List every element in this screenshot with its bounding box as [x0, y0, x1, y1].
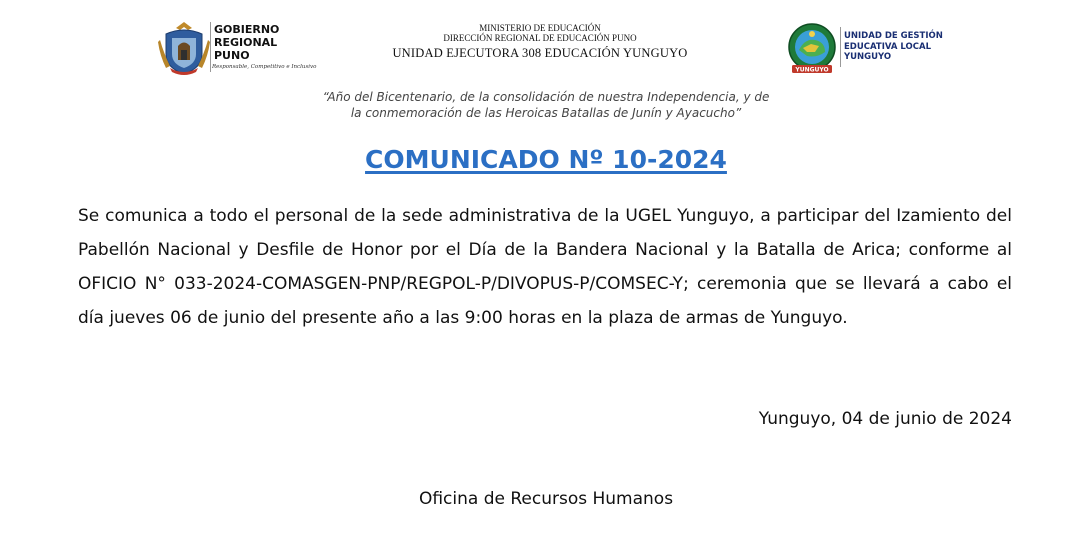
year-phrase-line-1: “Año del Bicentenario, de la consolidación de nuestra Independencia, y de [322, 90, 770, 104]
ugel-line-2: EDUCATIVA LOCAL [844, 41, 931, 52]
gobierno-motto: Responsable, Competitivo e Inclusivo [212, 64, 317, 70]
communique-title-wrapper [200, 144, 892, 176]
executing-unit-line: UNIDAD EJECUTORA 308 EDUCACIÓN YUNGUYO [392, 46, 688, 60]
ugel-line-3: YUNGUYO [844, 52, 892, 62]
gobierno-regional-name [214, 23, 279, 62]
communique-body: Se comunica a todo el personal de la sede administrativa de la UGEL Yunguyo, a participar del Izamiento del Pabellón Nacional y Desfile de Honor por el Día de la Bandera Nacional y la Batalla de Arica; conforme al OFICIO N° 033-2024-COMASGEN-PNP/REGPOL-P/DIVOPUS-P/COMSEC-Y; ceremonia que se llevará a cabo el día jueves 06 de junio del presente año a las 9:00 horas en la plaza de armas de Yunguyo. [78, 206, 1012, 328]
gobierno-line-2: REGIONAL [214, 36, 278, 49]
direction-line: DIRECCIÓN REGIONAL DE EDUCACIÓN PUNO [443, 33, 637, 43]
gobierno-regional-puno-logo-icon [158, 20, 210, 76]
right-header-divider [840, 27, 841, 67]
year-phrase [200, 89, 892, 121]
left-header-divider [210, 22, 211, 72]
communique-title: COMUNICADO Nº 10-2024 [365, 145, 727, 174]
gobierno-line-3: PUNO [214, 49, 250, 62]
ministry-line: MINISTERIO DE EDUCACIÓN [479, 23, 601, 33]
ugel-yunguyo-logo-icon [785, 22, 839, 76]
ministry-header [340, 23, 740, 62]
year-phrase-line-2: la conmemoración de las Heroicas Batallas de Junín y Ayacucho” [350, 106, 742, 120]
ugel-line-1: UNIDAD DE GESTIÓN [844, 31, 943, 41]
ugel-name [844, 31, 943, 63]
date-line: Yunguyo, 04 de junio de 2024 [758, 409, 1012, 429]
ugel-logo-banner-text: YUNGUYO [795, 66, 829, 74]
signature-office: Oficina de Recursos Humanos [418, 489, 674, 509]
gobierno-line-1: GOBIERNO [214, 23, 280, 36]
